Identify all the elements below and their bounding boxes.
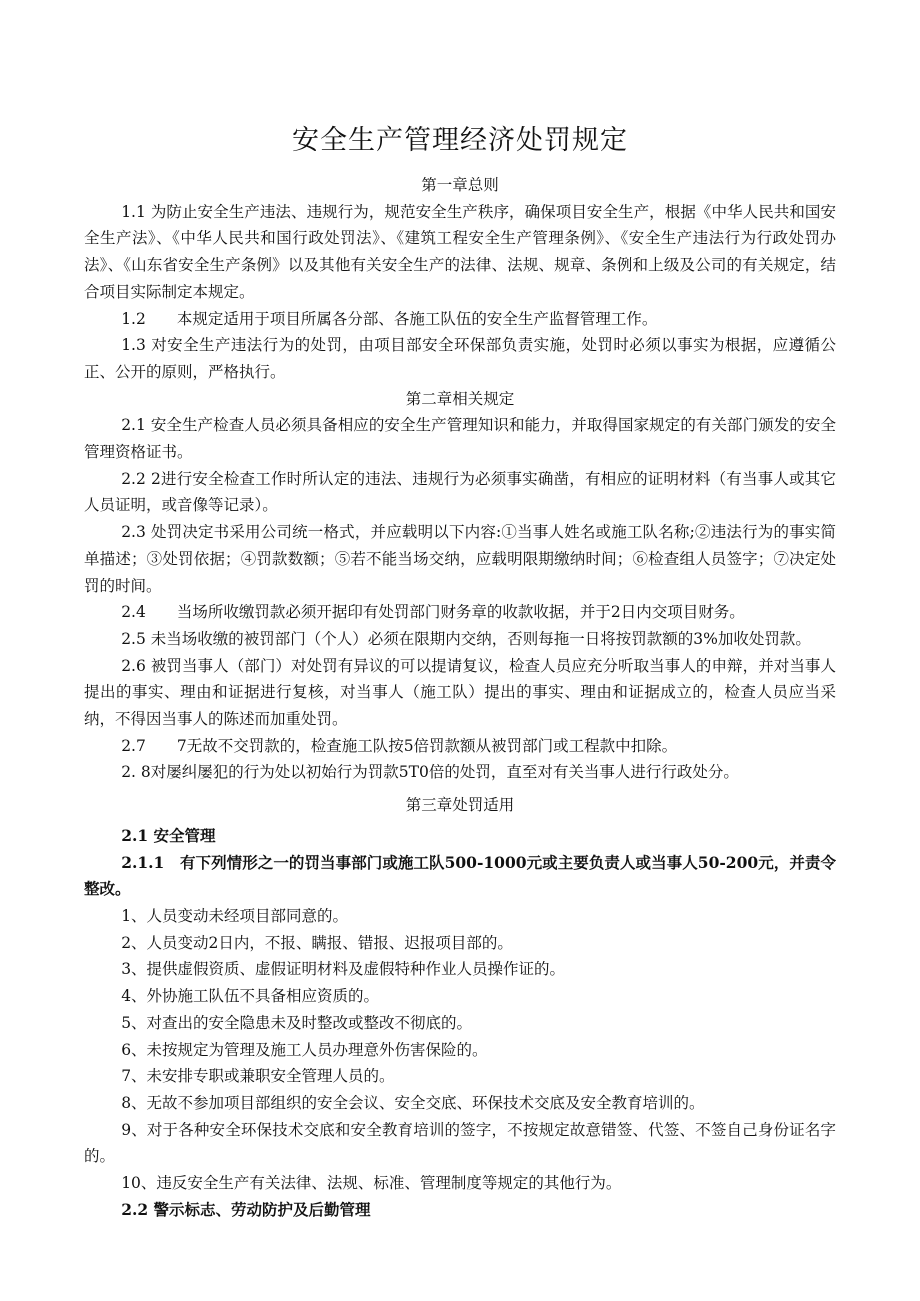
paragraph-2-2: 2.2 2进行安全检查工作时所认定的违法、违规行为必须事实确凿，有相应的证明材料（有当事人或其它人员证明，或音像等记录）。 xyxy=(84,469,836,515)
paragraph-1-3: 1.3 对安全生产违法行为的处罚，由项目部安全环保部负责实施，处罚时必须以事实为根据，应遵循公正、公开的原则，严格执行。 xyxy=(84,336,836,381)
list-item: 10、违反安全生产有关法律、法规、标准、管理制度等规定的其他行为。 xyxy=(121,1174,622,1193)
paragraph-2-3: 2.3 处罚决定书采用公司统一格式，并应载明以下内容:①当事人姓名或施工队名称;②违法行为的事实简单描述；③处罚依据；④罚款数额；⑤若不能当场交纳，应载明限期缴纳时间；⑥检查组人员签字；⑦决定处罚的时间。 xyxy=(84,523,836,595)
chapter-heading-2: 第二章相关规定 xyxy=(405,389,515,408)
section-2-1-1-heading: 2.1.1 有下列情形之一的罚当事部门或施工队500-1000元或主要负责人或当事人50-200元，并责令整改。 xyxy=(84,852,836,899)
list-item: 8、无故不参加项目部组织的安全会议、安全交底、环保技术交底及安全教育培训的。 xyxy=(121,1093,705,1112)
list-item: 3、提供虚假资质、虚假证明材料及虚假特种作业人员操作证的。 xyxy=(121,960,566,979)
list-item: 5、对查出的安全隐患未及时整改或整改不彻底的。 xyxy=(121,1013,473,1032)
list-item: 1、人员变动未经项目部同意的。 xyxy=(121,906,349,925)
paragraph-2-7: 2.7 7无故不交罚款的，检查施工队按5倍罚款额从被罚部门或工程款中扣除。 xyxy=(121,736,678,755)
document-title: 安全生产管理经济处罚规定 xyxy=(292,125,628,156)
section-2-1-heading: 2.1 安全管理 xyxy=(121,825,216,845)
paragraph-2-8: 2. 8对屡纠屡犯的行为处以初始行为罚款5T0倍的处罚，直至对有关当事人进行行政处分。 xyxy=(121,763,739,782)
paragraph-2-6: 2.6 被罚当事人（部门）对处罚有异议的可以提请复议，检查人员应充分听取当事人的申辩，并对当事人提出的事实、理由和证据进行复核，对当事人（施工队）提出的事实、理由和证据成立的，检查人员应当采纳，不得因当事人的陈述而加重处罚。 xyxy=(84,656,836,729)
paragraph-2-5: 2.5 未当场收缴的被罚部门（个人）必须在限期内交纳，否则每拖一日将按罚款额的3%加收处罚款。 xyxy=(121,629,811,648)
list-item: 7、未安排专职或兼职安全管理人员的。 xyxy=(121,1067,395,1086)
paragraph-1-1: 1.1 为防止安全生产违法、违规行为，规范安全生产秩序，确保项目安全生产，根据《中华人民共和国安全生产法》、《中华人民共和国行政处罚法》、《建筑工程安全生产管理条例》、《安全生产违法行为行政处罚办法》、《山东省安全生产条例》以及其他有关安全生产的法律、法规、规章、条例和上级及公司的有关规定，结合项目实际制定本规定。 xyxy=(84,202,836,301)
paragraph-1-2: 1.2 本规定适用于项目所属各分部、各施工队伍的安全生产监督管理工作。 xyxy=(121,309,658,328)
chapter-heading-3: 第三章处罚适用 xyxy=(405,796,515,815)
list-item: 6、未按规定为管理及施工人员办理意外伤害保险的。 xyxy=(121,1040,488,1059)
chapter-heading-1: 第一章总则 xyxy=(421,176,499,194)
list-item: 2、人员变动2日内，不报、瞒报、错报、迟报项目部的。 xyxy=(121,933,513,952)
document-body xyxy=(84,172,836,1223)
list-item: 4、外协施工队伍不具备相应资质的。 xyxy=(121,987,380,1006)
paragraph-2-1: 2.1 安全生产检查人员必须具备相应的安全生产管理知识和能力，并取得国家规定的有关部门颁发的安全管理资格证书。 xyxy=(84,416,836,462)
section-2-2-heading: 2.2 警示标志、劳动防护及后勤管理 xyxy=(121,1199,371,1219)
paragraph-2-4: 2.4 当场所收缴罚款必须开据印有处罚部门财务章的收款收据，并于2日内交项目财务。 xyxy=(121,603,745,622)
list-item: 9、对于各种安全环保技术交底和安全教育培训的签字，不按规定故意错签、代签、不签自己身份证名字的。 xyxy=(84,1120,836,1166)
